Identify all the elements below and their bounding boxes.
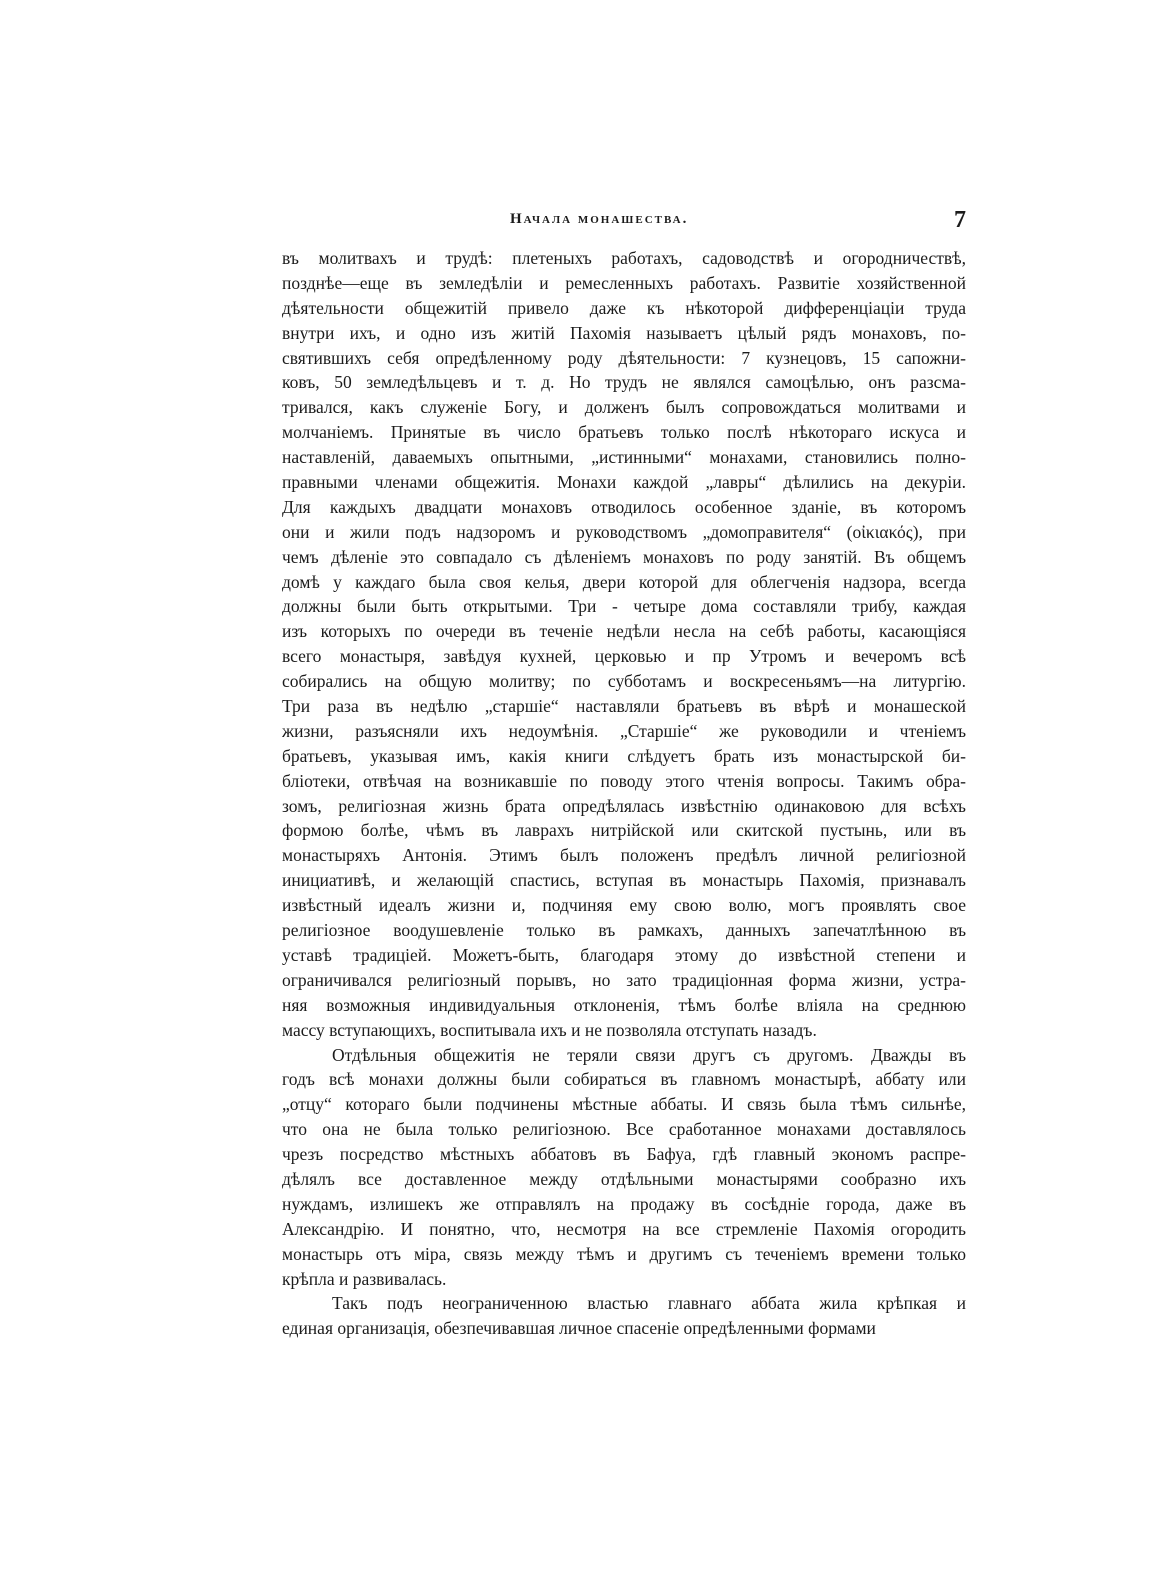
text-line: няя возможныя индивидуальныя отклоненiя, тѣмъ болѣе влiяла на среднюю (282, 994, 966, 1015)
text-line: внутри ихъ, и одно изъ житiй Пахомiя называетъ цѣлый рядъ монаховъ, по- (282, 322, 966, 343)
page-number: 7 (954, 207, 966, 233)
text-line: Александрiю. И понятно, что, несмотря на все стремленiе Пахомiя огородить (282, 1218, 966, 1239)
text-line: религiозное воодушевленiе только въ рамкахъ, данныхъ запечатлѣнною въ (282, 920, 966, 941)
text-line: уставѣ традицiей. Можетъ-быть, благодаря этому до извѣстной степени и (282, 944, 966, 965)
text-line: святившихъ себя опредѣленному роду дѣятельности: 7 кузнецовъ, 15 сапожни- (282, 347, 966, 368)
text-line: крѣпла и развивалась. (282, 1268, 447, 1289)
text-line: Такъ подъ неограниченною властью главнаго аббата жила крѣпкая и (332, 1293, 966, 1314)
text-line: домѣ у каждаго была своя келья, двери которой для облегченiя надзора, всегда (282, 571, 966, 592)
text-line: монастыряхъ Антонiя. Этимъ былъ положенъ предѣлъ личной религiозной (282, 845, 966, 866)
text-line: чрезъ посредство мѣстныхъ аббатовъ въ Бафуа, гдѣ главный экономъ распре- (282, 1144, 966, 1165)
text-line: Три раза въ недѣлю „старшiе“ наставляли братьевъ въ вѣрѣ и монашеской (282, 696, 966, 717)
text-line: наставленiй, даваемыхъ опытными, „истинными“ монахами, становились полно- (282, 447, 966, 468)
text-line: единая организацiя, обезпечивавшая личное спасенiе опредѣленными формами (282, 1318, 876, 1339)
text-line: „отцу“ котораго были подчинены мѣстные аббаты. И связь была тѣмъ сильнѣе, (282, 1094, 966, 1115)
text-line: дѣлялъ все доставленное между отдѣльными монастырями сообразно ихъ (282, 1168, 966, 1189)
text-line: всего монастыря, завѣдуя кухней, церковью и пр Утромъ и вечеромъ всѣ (282, 646, 966, 667)
page-header (280, 207, 966, 237)
text-line: тривался, какъ служенiе Богу, и долженъ былъ сопровождаться молитвами и (282, 397, 966, 418)
text-line: годъ всѣ монахи должны были собираться въ главномъ монастырѣ, аббату или (282, 1069, 966, 1090)
text-line: чемъ дѣленiе это совпадало съ дѣленiемъ монаховъ по роду занятiй. Въ общемъ (282, 546, 966, 567)
text-line: инициативѣ, и желающiй спастись, вступая въ монастырь Пахомiя, признавалъ (282, 870, 966, 891)
text-line: Для каждыхъ двадцати монаховъ отводилось особенное зданiе, въ которомъ (282, 496, 966, 517)
text-line: въ молитвахъ и трудѣ: плетеныхъ работахъ, садоводствѣ и огородничествѣ, (282, 248, 966, 268)
text-line: они и жили подъ надзоромъ и руководствомъ „домоправителя“ (οἰκιακός), при (282, 521, 966, 542)
text-line: формою болѣе, чѣмъ въ лаврахъ нитрiйской или скитской пустынь, или въ (282, 820, 966, 841)
text-line: изъ которыхъ по очереди въ теченiе недѣли несла на себѣ работы, касающiяся (282, 621, 966, 642)
text-line: нуждамъ, излишекъ же отправлялъ на продажу въ сосѣднiе города, даже въ (282, 1193, 966, 1214)
text-line: молчанiемъ. Принятые въ число братьевъ только послѣ нѣкотораго искуса и (282, 422, 966, 443)
text-line: блiотеки, отвѣчая на возникавшiе по поводу этого чтенiя вопросы. Такимъ обра- (282, 770, 966, 791)
paragraph (282, 1291, 966, 1341)
text-line: монастырь отъ мiра, связь между тѣмъ и другимъ съ теченiемъ времени только (282, 1243, 966, 1264)
text-line: должны были быть открытыми. Три - четыре дома составляли трибу, каждая (282, 596, 966, 617)
text-line: ковъ, 50 земледѣльцевъ и т. д. Но трудъ не являлся самоцѣлью, онъ разсма- (282, 372, 966, 393)
text-line: правными членами общежитiя. Монахи каждой „лавры“ дѣлились на декурiи. (282, 472, 966, 493)
running-title: Начала монашества. (510, 211, 689, 227)
body-text (282, 246, 966, 1341)
text-line: жизни, разъясняли ихъ недоумѣнiя. „Старшiе“ же руководили и чтенiемъ (282, 720, 966, 741)
text-line: извѣстный идеалъ жизни и, подчиняя ему свою волю, могъ проявлять свое (282, 895, 966, 916)
text-line: зомъ, религiозная жизнь брата опредѣлялась извѣстнiю одинаковою для всѣхъ (282, 795, 966, 816)
text-line: собирались на общую молитву; по субботамъ и воскресеньямъ—на литургiю. (282, 671, 966, 692)
paragraph (282, 1043, 966, 1292)
text-line: дѣятельности общежитiй привело даже къ нѣкоторой дифференцiацiи труда (282, 297, 966, 318)
text-line: ограничивался религiозный порывъ, но зато традицiонная форма жизни, устра- (282, 969, 966, 990)
text-line: массу вступающихъ, воспитывала ихъ и не позволяла отступать назадъ. (282, 1019, 817, 1040)
text-line: позднѣе—еще въ земледѣлiи и ремесленныхъ работахъ. Развитiе хозяйственной (282, 272, 966, 293)
text-line: Отдѣльныя общежитiя не теряли связи другъ съ другомъ. Дважды въ (332, 1044, 966, 1065)
paragraph (282, 246, 966, 1043)
text-line: братьевъ, указывая имъ, какiя книги слѣдуетъ брать изъ монастырской би- (282, 745, 966, 766)
text-line: что она не была только религiозною. Все сработанное монахами доставлялось (282, 1119, 966, 1140)
